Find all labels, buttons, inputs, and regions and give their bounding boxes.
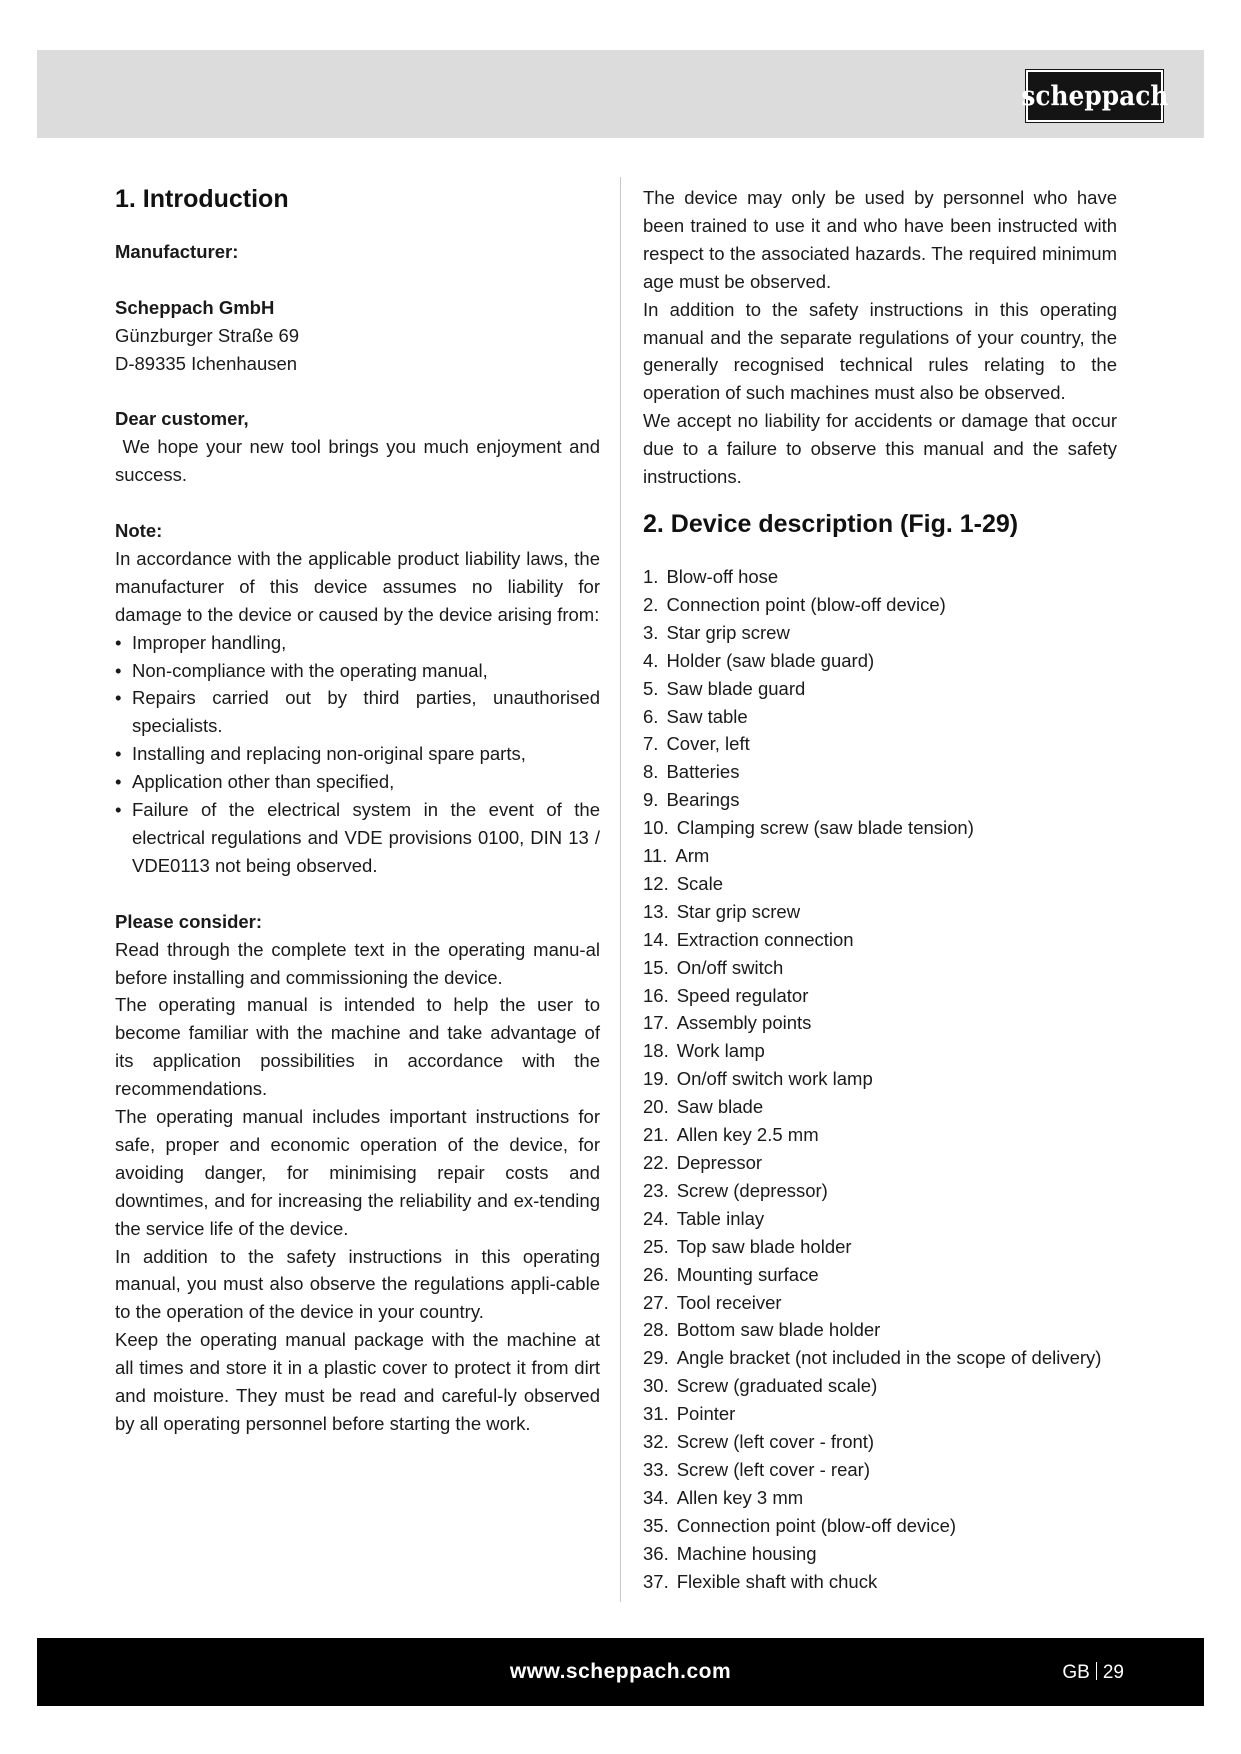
part-label: Assembly points — [676, 1012, 812, 1034]
part-label: Cover, left — [666, 733, 750, 755]
part-label: Tool receiver — [676, 1291, 782, 1313]
left-column — [115, 184, 606, 1438]
part-label: Pointer — [676, 1403, 736, 1425]
part-label: On/off switch — [676, 956, 784, 978]
list-item — [643, 1540, 1117, 1568]
consider-paragraph: In addition to the safety instructions in this operating manual, you must also observe the regulations appli-cable to the operation of the device in your country. — [115, 1245, 600, 1323]
list-item — [643, 758, 1117, 786]
part-number: 16. — [643, 984, 669, 1006]
part-number: 27. — [643, 1291, 669, 1313]
part-number: 15. — [643, 956, 669, 978]
list-item — [643, 675, 1117, 703]
part-number: 22. — [643, 1152, 669, 1173]
part-number: 4. — [643, 649, 659, 671]
list-item — [643, 647, 1117, 675]
safety-paragraph: In addition to the safety instructions in this operating manual and the separate regulations of your country, the generally recognised technical rules relating to the operation of such machines must also be observed. — [643, 298, 1117, 404]
list-item — [643, 898, 1117, 926]
part-number: 17. — [643, 1012, 669, 1034]
dear-customer-label: Dear customer, — [115, 408, 249, 430]
liability-list — [115, 629, 600, 880]
list-item: • Improper handling, — [115, 629, 600, 657]
consider-paragraph: Keep the operating manual package with the machine at all times and store it in a plastic cover to protect it from dirt and moisture. They must be read and careful-ly observed by all operating personnel before starting the work. — [115, 1329, 600, 1434]
part-number: 13. — [643, 900, 669, 922]
part-label: Saw blade guard — [666, 677, 806, 699]
part-number: 32. — [643, 1431, 669, 1453]
list-item — [643, 870, 1117, 898]
list-item — [643, 1177, 1117, 1205]
part-number: 8. — [643, 761, 659, 783]
list-item — [643, 814, 1117, 842]
logo-text: scheppach — [1021, 80, 1168, 112]
list-item — [643, 1037, 1117, 1065]
part-number: 33. — [643, 1458, 669, 1480]
part-label: Bearings — [666, 789, 740, 811]
note-text: In accordance with the applicable product liability laws, the manufacturer of this device assumes no liability for damage to the device or caused by the device arising from: — [115, 547, 600, 625]
part-number: 19. — [643, 1068, 669, 1090]
part-label: Top saw blade holder — [676, 1235, 852, 1257]
part-label: Star grip screw — [676, 900, 801, 922]
list-item — [643, 1149, 1117, 1177]
part-label: Allen key 2.5 mm — [676, 1124, 819, 1146]
part-label: Table inlay — [676, 1207, 765, 1229]
part-number: 3. — [643, 621, 659, 643]
part-number: 18. — [643, 1040, 669, 1062]
part-number: 9. — [643, 789, 659, 811]
list-item — [643, 619, 1117, 647]
brand-logo — [1021, 70, 1168, 122]
part-label: Connection point (blow-off device) — [676, 1514, 957, 1536]
part-number: 26. — [643, 1263, 669, 1285]
list-item — [643, 1065, 1117, 1093]
part-label: Mounting surface — [676, 1263, 819, 1285]
part-label: Holder (saw blade guard) — [666, 649, 875, 671]
part-label: Flexible shaft with chuck — [676, 1570, 878, 1592]
manufacturer-label: Manufacturer: — [115, 241, 239, 262]
list-item — [643, 1400, 1117, 1428]
part-label: Allen key 3 mm — [676, 1486, 804, 1508]
part-label: Bottom saw blade holder — [676, 1319, 881, 1341]
part-label: Star grip screw — [666, 621, 790, 643]
company-name: Scheppach GmbH — [115, 296, 275, 318]
consider-paragraph: Read through the complete text in the operating manu-al before installing and commissioning the device. — [115, 938, 600, 988]
list-item — [643, 1568, 1117, 1596]
list-item — [643, 1093, 1117, 1121]
part-label: Work lamp — [676, 1040, 765, 1062]
parts-list — [643, 563, 1117, 1596]
part-number: 37. — [643, 1570, 669, 1592]
part-label: Batteries — [666, 761, 740, 783]
column-divider — [620, 177, 621, 1602]
part-number: 20. — [643, 1096, 669, 1118]
part-number: 29. — [643, 1347, 669, 1369]
part-number: 2. — [643, 593, 659, 615]
part-number: 35. — [643, 1514, 669, 1536]
consider-paragraph: The operating manual is intended to help the user to become familiar with the machine and take advantage of its application possibilities in accordance with the recommendations. — [115, 994, 600, 1100]
part-number: 6. — [643, 705, 659, 727]
part-label: Depressor — [676, 1152, 763, 1173]
part-number: 24. — [643, 1207, 669, 1229]
list-item — [643, 1233, 1117, 1261]
part-number: 28. — [643, 1319, 669, 1341]
part-number: 36. — [643, 1542, 669, 1564]
part-label: Screw (left cover - rear) — [676, 1458, 870, 1480]
part-number: 7. — [643, 733, 659, 755]
list-item — [643, 786, 1117, 814]
footer-language: GB — [1062, 1662, 1090, 1683]
part-number: 21. — [643, 1124, 669, 1146]
list-item — [643, 1484, 1117, 1512]
section-heading-device-description: 2. Device description (Fig. 1-29) — [643, 509, 1019, 538]
part-label: Angle bracket (not included in the scope of delivery) — [676, 1347, 1102, 1369]
part-label: Blow-off hose — [666, 565, 779, 587]
list-item — [643, 842, 1117, 870]
part-label: Arm — [675, 845, 710, 867]
list-item — [643, 1205, 1117, 1233]
list-item — [643, 982, 1117, 1010]
part-label: Scale — [676, 872, 723, 894]
part-number: 34. — [643, 1486, 669, 1508]
part-number: 10. — [643, 817, 669, 839]
please-consider-label: Please consider: — [115, 910, 263, 932]
right-column — [643, 184, 1117, 1596]
part-number: 23. — [643, 1179, 669, 1201]
safety-paragraph: The device may only be used by personnel who have been trained to use it and who have been instructed with respect to the associated hazards. The required minimum age must be observed. — [643, 187, 1117, 292]
part-label: Speed regulator — [676, 984, 809, 1006]
list-item: • Failure of the electrical system in the event of the electrical regulations and VDE provisions 0100, DIN 13 / VDE0113 not being observed. — [115, 796, 600, 880]
list-item — [643, 1512, 1117, 1540]
part-label: Clamping screw (saw blade tension) — [676, 817, 974, 839]
part-label: On/off switch work lamp — [676, 1068, 873, 1090]
part-label: Saw blade — [676, 1096, 764, 1118]
part-label: Saw table — [666, 705, 748, 727]
list-item — [643, 703, 1117, 731]
list-item — [643, 1289, 1117, 1317]
part-number: 12. — [643, 872, 669, 894]
page-header — [37, 50, 1204, 138]
part-label: Machine housing — [676, 1542, 817, 1564]
part-number: 11. — [643, 845, 668, 867]
page-footer — [37, 1638, 1204, 1706]
part-label: Screw (depressor) — [676, 1179, 828, 1201]
list-item — [643, 954, 1117, 982]
list-item: • Application other than specified, — [115, 768, 600, 796]
consider-paragraph: The operating manual includes important instructions for safe, proper and economic operation of the device, for avoiding danger, for minimising repair costs and downtimes, and for increasing the reliability and ex-tending the service life of the device. — [115, 1106, 600, 1239]
company-city: D-89335 Ichenhausen — [115, 352, 298, 374]
list-item — [643, 730, 1117, 758]
list-item — [643, 1261, 1117, 1289]
part-number: 31. — [643, 1403, 669, 1425]
list-item — [643, 1344, 1117, 1372]
part-number: 5. — [643, 677, 659, 699]
part-number: 14. — [643, 928, 669, 950]
company-street: Günzburger Straße 69 — [115, 324, 300, 346]
section-heading-introduction: 1. Introduction — [115, 185, 289, 213]
list-item — [643, 1456, 1117, 1484]
part-label: Extraction connection — [676, 928, 854, 950]
footer-page-number — [1062, 1662, 1124, 1684]
footer-website: www.scheppach.com — [509, 1660, 732, 1683]
list-item — [643, 591, 1117, 619]
part-label: Connection point (blow-off device) — [666, 593, 946, 615]
safety-paragraph: We accept no liability for accidents or damage that occur due to a failure to observe this manual and the safety instructions. — [643, 410, 1117, 488]
part-label: Screw (left cover - front) — [676, 1431, 875, 1453]
part-label: Screw (graduated scale) — [676, 1375, 878, 1397]
part-number: 25. — [643, 1235, 669, 1257]
list-item — [643, 926, 1117, 954]
list-item: • Repairs carried out by third parties, unauthorised specialists. — [115, 684, 600, 740]
note-label: Note: — [115, 520, 163, 542]
list-item — [643, 563, 1117, 591]
list-item — [643, 1121, 1117, 1149]
list-item — [643, 1372, 1117, 1400]
list-item — [643, 1428, 1117, 1456]
greeting-text: We hope your new tool brings you much enjoyment and success. — [115, 436, 606, 486]
footer-page: 29 — [1102, 1662, 1124, 1683]
list-item: • Non-compliance with the operating manual, — [115, 657, 600, 685]
list-item — [643, 1009, 1117, 1037]
list-item: • Installing and replacing non-original spare parts, — [115, 740, 600, 768]
part-number: 30. — [643, 1375, 669, 1397]
part-number: 1. — [643, 565, 659, 587]
list-item — [643, 1316, 1117, 1344]
